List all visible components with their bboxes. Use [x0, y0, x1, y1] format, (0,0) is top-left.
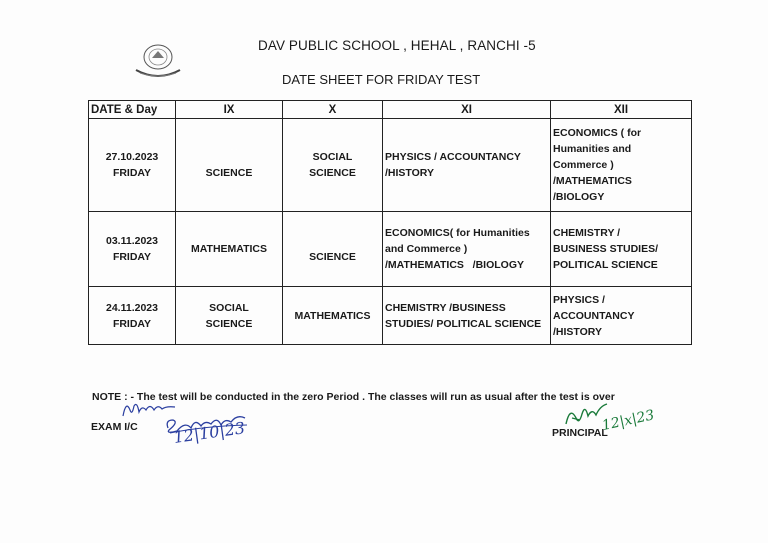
table-header-row — [89, 101, 692, 119]
day: FRIDAY — [112, 251, 152, 263]
table-row — [89, 119, 692, 212]
col-header-xi: XI — [383, 101, 551, 119]
col-header-xii: XII — [551, 101, 692, 119]
xii-cell — [551, 212, 692, 287]
xi-cell — [383, 287, 551, 345]
subject-line: POLITICAL SCIENCE — [553, 259, 658, 271]
subject-line: PHYSICS / ACCOUNTANCY — [385, 151, 521, 163]
subject-line: PHYSICS / — [553, 293, 605, 306]
subject-line: SOCIAL — [209, 301, 249, 314]
subject: SCIENCE — [205, 167, 253, 179]
xi-cell — [383, 212, 551, 287]
page-title: DATE SHEET FOR FRIDAY TEST — [282, 72, 481, 87]
subject-line: SCIENCE — [309, 251, 356, 263]
note-text: NOTE : - The test will be conducted in the zero Period . The classes will run as usual after the test is over — [92, 391, 615, 403]
subject-line: STUDIES/ POLITICAL SCIENCE — [385, 317, 542, 330]
exam-ic-label: EXAM I/C — [91, 421, 138, 433]
subject-line: Commerce ) — [553, 159, 614, 171]
xii-cell — [551, 119, 692, 212]
school-name: DAV PUBLIC SCHOOL , HEHAL , RANCHI -5 — [258, 38, 536, 53]
ix-cell — [176, 119, 283, 212]
subject-line: /HISTORY — [385, 167, 435, 179]
subject-line: ECONOMICS ( for — [553, 127, 642, 139]
xi-cell — [383, 119, 551, 212]
subject-line: BUSINESS STUDIES/ — [553, 243, 659, 255]
subject-line: MATHEMATICS — [294, 309, 371, 322]
subject-line: Humanities and — [553, 143, 632, 155]
date: 24.11.2023 — [106, 301, 158, 314]
subject-line: /BIOLOGY — [553, 191, 605, 203]
ix-cell — [176, 287, 283, 345]
table-row — [89, 287, 692, 345]
subject-line: ACCOUNTANCY — [553, 309, 635, 322]
date-cell — [89, 119, 176, 212]
date: 03.11.2023 — [106, 235, 158, 247]
subject-line: SOCIAL — [312, 151, 353, 163]
col-header-ix: IX — [176, 101, 283, 119]
subject-line: /HISTORY — [553, 325, 603, 338]
subject-line: CHEMISTRY / — [553, 227, 621, 239]
x-cell — [283, 119, 383, 212]
day: FRIDAY — [112, 317, 152, 330]
subject-line: /MATHEMATICS /BIOLOGY — [385, 259, 525, 271]
table-row — [89, 212, 692, 287]
subject: MATHEMATICS — [190, 243, 268, 255]
principal-handwritten-date: 12|x|23 — [600, 407, 656, 434]
date-cell — [89, 212, 176, 287]
ix-cell — [176, 212, 283, 287]
subject-line: SCIENCE — [309, 167, 356, 179]
x-cell — [283, 212, 383, 287]
subject-line: SCIENCE — [205, 317, 253, 330]
school-logo — [132, 42, 184, 82]
date-cell — [89, 287, 176, 345]
x-cell — [283, 287, 383, 345]
subject-line: /MATHEMATICS — [553, 175, 632, 187]
date-sheet-table — [88, 100, 692, 345]
subject-line: CHEMISTRY /BUSINESS — [385, 301, 506, 314]
day: FRIDAY — [112, 167, 152, 179]
col-header-date: DATE & Day — [89, 101, 176, 119]
exam-ic-handwritten-date: 12|10|23 — [172, 418, 247, 447]
subject-line: and Commerce ) — [385, 243, 468, 255]
col-header-x: X — [283, 101, 383, 119]
date: 27.10.2023 — [105, 151, 159, 163]
subject-line: ECONOMICS( for Humanities — [385, 227, 530, 239]
principal-label: PRINCIPAL — [552, 427, 608, 439]
xii-cell — [551, 287, 692, 345]
